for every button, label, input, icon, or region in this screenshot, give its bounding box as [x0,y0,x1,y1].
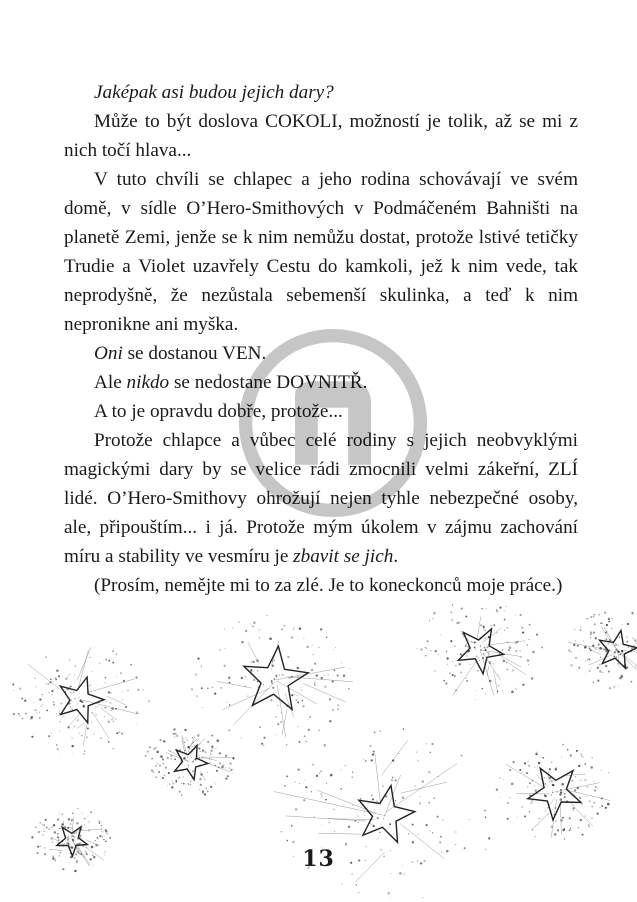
italic-text: Jaképak asi budou jejich dary? [94,82,334,103]
star-shape [359,786,415,843]
text-run: se dostanou VEN. [122,343,267,364]
text-run: A to je opravdu dobře, protože... [94,401,343,422]
text-run: V tuto chvíli se chlapec a jeho rodina schovávají ve svém domě, v sídle O’Hero-Smithových v Podmáčeném Bahništi na planetě Zemi, jenže se k nim nemůžu dostat, protože lstivé tetičky Trudie a Violet uzavřely Cestu do kamkoli, jež k nim vede, tak neprodyšně, že nezůstala sebemenší skulinka, a teď k nim nepronikne ani myška. [64,169,578,335]
italic-text: Oni [94,343,123,364]
star-shape [528,768,581,820]
paragraph [64,78,578,107]
text-run: Protože chlapce a vůbec celé rodiny s jejich neobvyklými magickými dary by se velice rádi zmocnili velmi zákeřní, ZLÍ lidé. O’Hero-Smithovy ohrožují nejen tyhle nebezpečné osoby, ale, připouštím... i já. Protože mým úkolem v zájmu zachování míru a stability ve vesmíru je [64,430,578,567]
text-run: se nedostane DOVNITŘ. [169,372,368,393]
watermark-logo [238,328,428,518]
text-run: (Prosím, nemějte mi to za zlé. Je to koneckonců moje práce.) [94,575,563,596]
italic-text: zbavit se jich [293,546,394,567]
star-shape [60,677,104,723]
page-number: 13 [302,846,335,872]
text-run: Může to být doslova COKOLI, možností je tolik, až se mi z nich točí hlava... [64,111,578,161]
paragraph [64,107,578,165]
star-shape [244,646,308,709]
paragraph [64,571,578,600]
star-shape [175,745,208,779]
text-run: . [393,546,399,567]
text-run: Ale [94,372,127,393]
paragraph [64,165,578,339]
star-shape [600,630,637,668]
star-shape [458,629,503,674]
italic-text: nikdo [126,372,170,393]
